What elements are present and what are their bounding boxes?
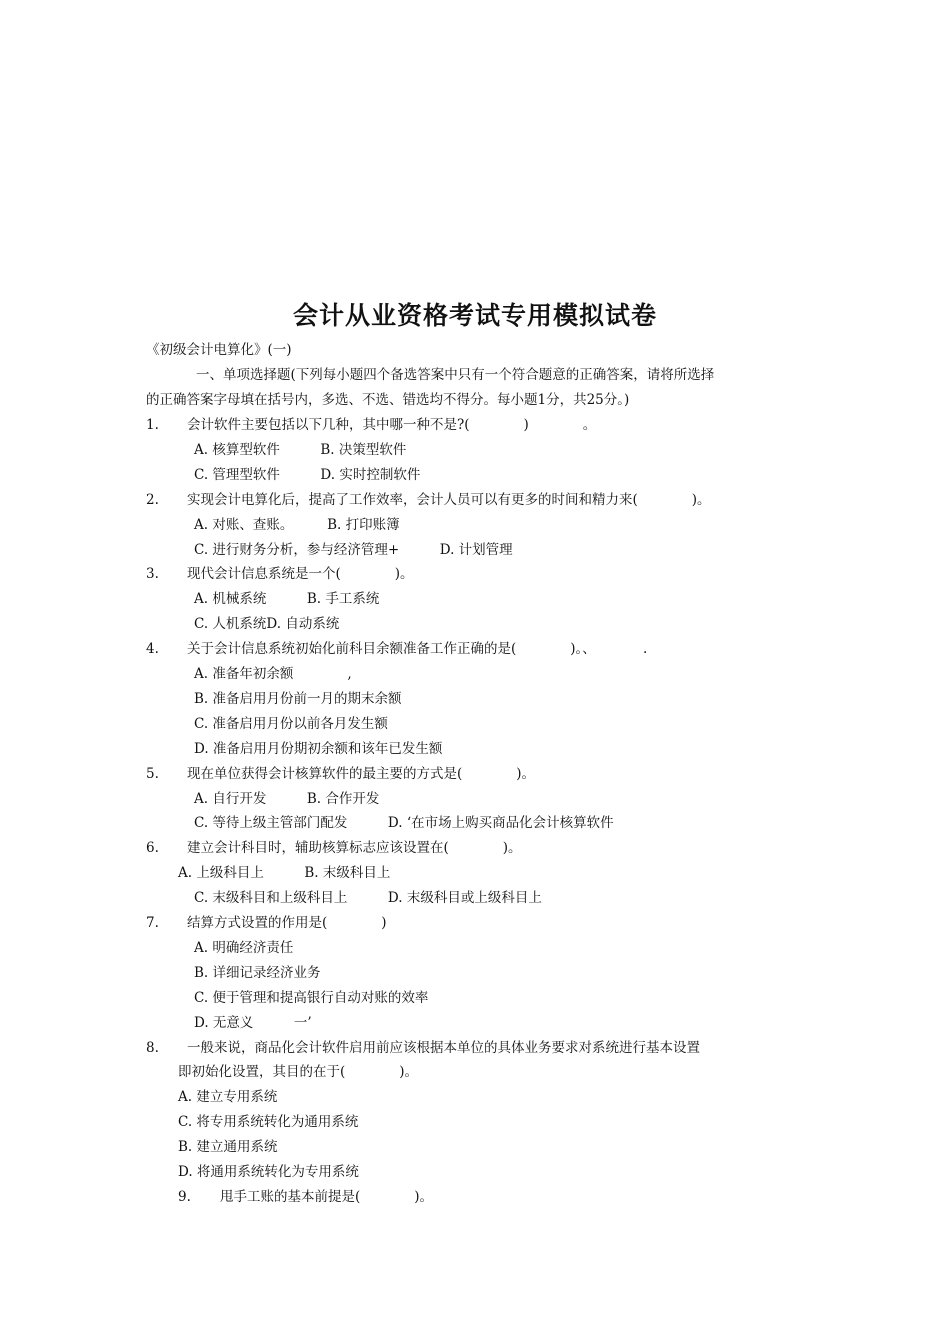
question-text: 会计软件主要包括以下几种，其中哪一种不是?( ) 。 <box>187 417 597 433</box>
answer-option: B. 建立通用系统 <box>178 1139 278 1156</box>
page-title: 会计从业资格考试专用模拟试卷 <box>292 301 657 330</box>
question-number: 5. <box>146 765 159 782</box>
answer-option: D. 准备启用月份期初余额和该年已发生额 <box>194 740 443 757</box>
answer-option: A. 明确经济责任 <box>194 939 294 956</box>
question-number: 9. <box>178 1188 191 1205</box>
answer-option: D. 将通用系统转化为专用系统 <box>178 1164 359 1180</box>
answer-option: A. 核算型软件 B. 决策型软件 <box>194 441 407 458</box>
answer-option: 即初始化设置，其目的在于( )。 <box>178 1064 419 1081</box>
question-text: 一般来说，商品化会计软件启用前应该根据本单位的具体业务要求对系统进行基本设置 <box>187 1039 700 1056</box>
answer-option: A. 自行开发 B. 合作开发 <box>194 790 380 807</box>
answer-option: C. 将专用系统转化为通用系统 <box>178 1114 359 1131</box>
answer-option: C. 等待上级主管部门配发 D. ‘在市场上购买商品化会计核算软件 <box>194 815 614 832</box>
question-text: 建立会计科目时，辅助核算标志应该设置在( )。 <box>187 840 522 857</box>
question-number: 3. <box>146 566 159 583</box>
answer-option: D. 无意义 一’ <box>194 1014 312 1031</box>
answer-option: A. 建立专用系统 <box>178 1089 278 1106</box>
question-text: 结算方式设置的作用是( ) <box>187 915 387 931</box>
answer-option: A. 机械系统 B. 手工系统 <box>194 591 380 608</box>
answer-option: A. 准备年初余额 , <box>194 666 352 682</box>
question-text: 现代会计信息系统是一个( )。 <box>187 566 414 583</box>
section-intro-line-2: 的正确答案字母填在括号内，多选、不选、错选均不得分。每小题1分，共25分。) <box>146 392 630 408</box>
question-number: 7. <box>146 915 159 931</box>
answer-option: B. 详细记录经济业务 <box>194 964 321 981</box>
exam-subtitle: 《初级会计电算化》(一) <box>146 342 292 358</box>
question-number: 8. <box>146 1039 159 1056</box>
answer-option: C. 便于管理和提高银行自动对账的效率 <box>194 989 429 1006</box>
answer-option: C. 末级科目和上级科目上 D. 末级科目或上级科目上 <box>194 890 542 907</box>
answer-option: C. 进行财务分析，参与经济管理+ D. 计划管理 <box>194 541 513 558</box>
answer-option: B. 准备启用月份前一月的期末余额 <box>194 690 402 707</box>
answer-option: C. 人机系统D. 自动系统 <box>194 616 340 633</box>
question-number: 2. <box>146 491 159 508</box>
answer-option: A. 对账、查账。 B. 打印账簿 <box>194 516 400 533</box>
answer-option: C. 管理型软件 D. 实时控制软件 <box>194 466 421 483</box>
question-text: 现在单位获得会计核算软件的最主要的方式是( )。 <box>187 765 536 782</box>
question-number: 6. <box>146 840 159 857</box>
section-intro-line-1: 一、单项选择题(下列每小题四个备选答案中只有一个符合题意的正确答案，请将所选择 <box>196 367 715 383</box>
question-number: 4. <box>146 641 159 658</box>
question-text: 关于会计信息系统初始化前科目余额准备工作正确的是( )。、 . <box>187 641 648 658</box>
question-number: 1. <box>146 417 159 433</box>
question-text: 实现会计电算化后，提高了工作效率，会计人员可以有更多的时间和精力来( )。 <box>187 491 711 508</box>
answer-option: C. 准备启用月份以前各月发生额 <box>194 715 388 732</box>
answer-option: A. 上级科目上 B. 末级科目上 <box>178 865 391 882</box>
question-text: 甩手工账的基本前提是( )。 <box>220 1188 434 1205</box>
